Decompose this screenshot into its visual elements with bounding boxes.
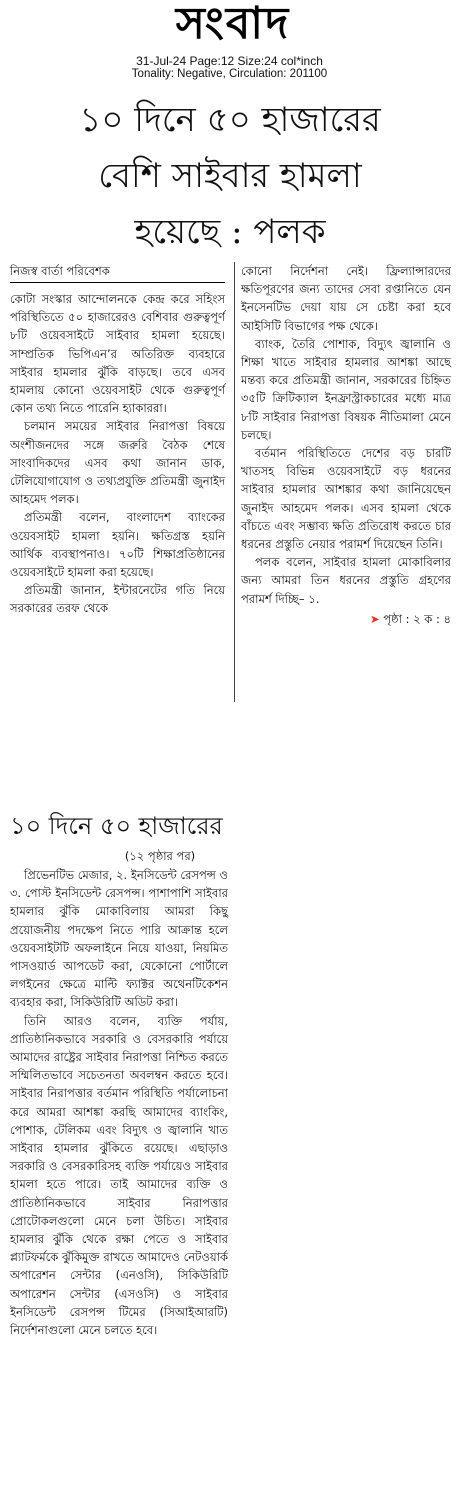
paragraph: প্রতিমন্ত্রী বলেন, বাংলাদেশ ব্যাংকের ওয়েবসাইট হামলা হয়নি। ক্ষতিগ্রস্ত হয়নি আর্থিক ব্যবস্থাপনাও। ৭০টি শিক্ষাপ্রতিষ্ঠানের ওয়েবসাইটে হামলা করা হয়েছে।: [10, 510, 225, 580]
clipping-meta-tonality: Tonality: Negative, Circulation: 201100: [131, 68, 328, 80]
paragraph: পলক বলেন, সাইবার হামলা মোকাবিলার জন্য আমরা তিন ধরনের প্রস্তুতি গ্রহণের পরামর্শ দিচ্ছি– ১.: [241, 555, 451, 606]
paragraph: প্রিভেনটিভ মেজার, ২. ইনসিডেন্ট রেসপন্স ও ৩. পোস্ট ইনসিডেন্ট রেসপন্স। পাশাপাশি সাইবার হামলার ঝুঁকি মোকাবিলায় আমরা কিছু প্রয়োজনীয় পদক্ষেপ নিতে পারি আক্রান্ত হলে ওয়েবসাইটটি অফলাইনে নিয়ে যাওয়া, নিয়মিত পাসওয়ার্ড আপডেট করা, যেকোনো পোর্টালে লগইনের ক্ষেত্রে মাল্টি ফ্যাক্টর অথেনটিকেশন ব্যবহার করা, সিকিউরিটি অডিট করা।: [10, 868, 228, 1010]
continued-from-label: (১২ পৃষ্ঠার পর): [124, 849, 196, 863]
article-column-1: [10, 290, 225, 618]
headline-line-1: ১০ দিনে ৫০ হাজারের: [79, 100, 381, 140]
article-headline: [20, 92, 440, 260]
headline-line-2: বেশি সাইবার হামলা: [98, 156, 362, 196]
column-divider: [234, 262, 235, 702]
byline: নিজস্ব বার্তা পরিবেশক: [10, 262, 225, 283]
page-reference: [241, 610, 451, 628]
clipping-meta-date: 31-Jul-24 Page:12 Size:24 col*inch: [136, 54, 323, 68]
paragraph: কোটা সংস্কার আন্দোলনকে কেন্দ্র করে সহিংস পরিস্থিতিতে ৫০ হাজারেরও বেশিবার গুরুত্বপূর্ণ ৮টি ওয়েবসাইটে সাইবার হামলা হয়েছে। সাম্প্রতিক ভিপিএন’র অতিরিক্ত ব্যবহারে সাইবার হামলার ঝুঁকি বাড়ছে। তবে এসব হামলায় কোনো ওয়েবসাইট থেকে গুরুত্বপূর্ণ কোন তথ্য নিতে পারেনি হ্যাকাররা।: [10, 292, 225, 416]
paragraph: চলমান সময়ের সাইবার নিরাপত্তা বিষয়ে অংশীজনদের সঙ্গে জরুরি বৈঠক শেষে সাংবাদিকদের এসব কথা জানান ডাক, টেলিযোগাযোগ ও তথ্যপ্রযুক্তি প্রতিমন্ত্রী জুনাইদ আহমেদ পলক।: [10, 419, 225, 507]
arrow-icon: ➤: [370, 611, 380, 626]
paragraph: বর্তমান পরিস্থিতিতে দেশের বড় চারটি খাতসহ বিভিন্ন ওয়েবসাইটে বড় ধরনের সাইবার হামলার আশঙ্কার কথা জানিয়েছেন জুনাইদ আহমেদ পলক। এসব হামলা থেকে বাঁচতে এবং সম্ভাব্য ক্ষতি প্রতিরোধ করতে চার ধরনের প্রস্তুতি নেয়ার পরামর্শ দিয়েছেন তিনি।: [241, 446, 451, 552]
headline-line-3: হয়েছে : পলক: [134, 212, 326, 252]
paragraph: তিনি আরও বলেন, ব্যক্তি পর্যায়, প্রাতিষ্ঠানিকভাবে সরকারি ও বেসরকারি পর্যায়ে আমাদের রাষ্ট্রের সাইবার নিরাপত্তা নিশ্চিত করতে সম্মিলিতভাবে সচেতনতা অবলম্বন করতে হবে। সাইবার নিরাপত্তার বর্তমান পরিস্থিতি পর্যালোচনা করে আমরা আশঙ্কা করছি আমাদের ব্যাংকিং, পোশাক, টেলিকম এবং বিদ্যুৎ ও জ্বালানি খাত সাইবার হামলার ঝুঁকিতে রয়েছে। এছাড়াও সরকারি ও বেসরকারিসহ ব্যক্তি পর্যায়েও সাইবার হামলা হতে পারে। তাই আমাদের ব্যক্তি ও প্রাতিষ্ঠানিকভাবে সাইবার নিরাপত্তার প্রোটোকলগুলো মেনে চলা উচিত। সাইবার হামলার ঝুঁকি থেকে রক্ষা পেতে ও সাইবার প্ল্যাটফর্মকে ঝুঁকিমুক্ত রাখতে আমাদেও নেটওয়ার্ক অপারেশন সেন্টার (এনওসি), সিকিউরিটি অপারেশন সেন্টার (এসওসি) ও সাইবার ইনসিডেন্ট রেসপন্স টিমের (সিআইআরটি) নির্দেশনাগুলো মেনে চলতে হবে।: [10, 1013, 228, 1338]
continuation-headline: ১০ দিনে ৫০ হাজারের: [10, 812, 223, 840]
paragraph: প্রতিমন্ত্রী জানান, ইন্টারনেটের গতি নিয়ে সরকারের তরফ থেকে: [10, 583, 225, 616]
masthead: [0, 0, 459, 60]
continuation-column: [10, 866, 228, 1339]
article-column-2: [241, 262, 451, 628]
paragraph: কোনো নির্দেশনা নেই। ফ্রিল্যান্সারদের ক্ষতিপূরণের জন্য তাদের সেবা রপ্তানিতে যেন ইনসেনটিভ দেয়া যায় সে চেষ্টা করা হবে আইসিটি বিভাগের পক্ষ থেকে।: [241, 264, 451, 333]
paragraph: ব্যাংক, তৈরি পোশাক, বিদ্যুৎ জ্বালানি ও শিক্ষা খাতে সাইবার হামলার আশঙ্কা আছে মন্তব্য করে প্রতিমন্ত্রী জানান, সরকারের চিহ্নিত ৩৫টি ক্রিটিক্যাল ইনফ্রাস্ট্রাকচারের মধ্যে মাত্র ৮টি সাইবার নিরাপত্তা বিষয়ক নীতিমালা মেনে চলছে।: [241, 336, 451, 442]
page-reference-text: পৃষ্ঠা : ২ ক : ৪: [379, 611, 451, 626]
newspaper-logo: সংবাদ: [175, 0, 291, 49]
